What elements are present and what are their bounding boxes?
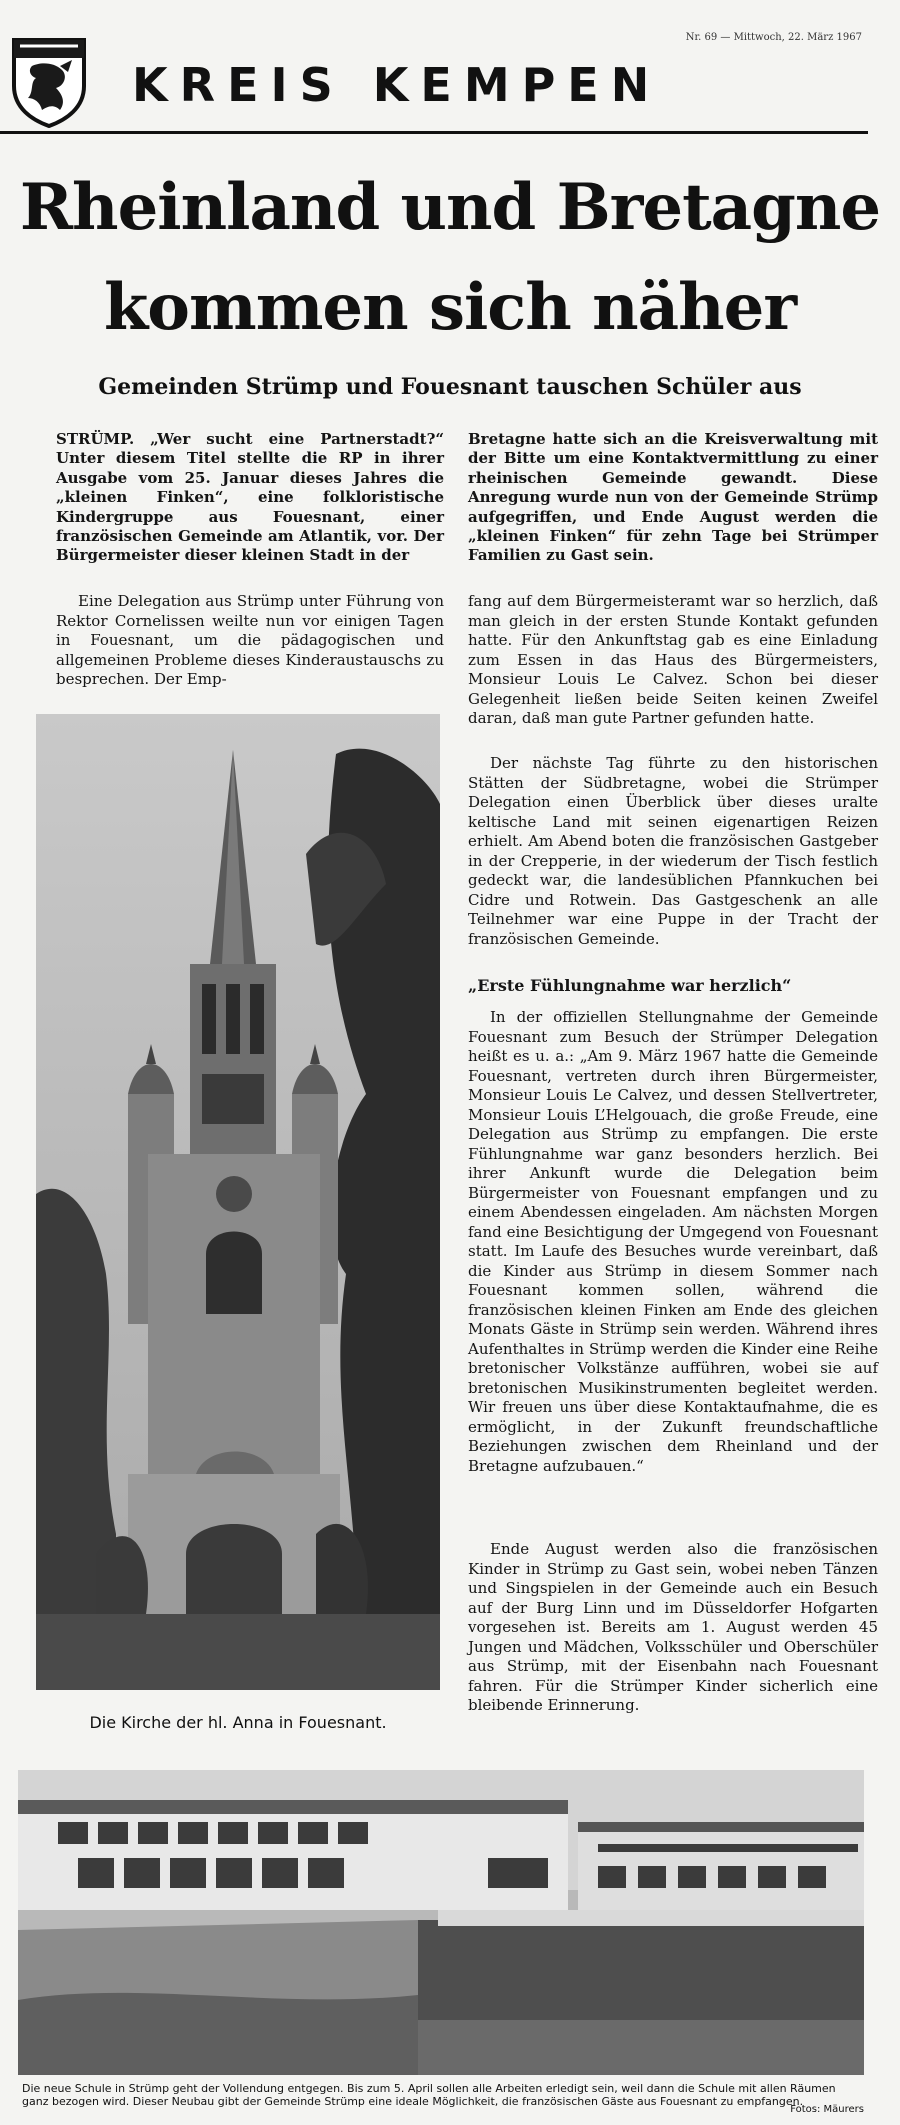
body-right-paragraph-1: fang auf dem Bürgermeisteramt war so herzlich, daß man gleich in der ersten Stunde Kontakt gefunden hatte. Für den Ankunftstag gab es eine Einladung zum Essen in das Haus des Bürgermeisters, Monsieur Louis Le Calvez. Schon bei dieser Gelegenheit ließen beide Seiten keinen Zweifel daran, daß man gute Partner gefunden hatte. xyxy=(468,592,878,727)
church-photo xyxy=(36,714,440,1690)
body-right-paragraph-2: Der nächste Tag führte zu den historischen Stätten der Südbretagne, wobei die Strümper Delegation einen Überblick über dieses uralte keltische Land mit seinen eigenartigen Reizen erhielt. Am Abend boten die französischen Gastgeber in der Crepperie, in der wiederum der Tisch festlich gedeckt war, die landesüblichen Pfannkuchen bei Cidre und Rotwein. Das Gastgeschenk an alle Teilnehmer war eine Puppe in der Tracht der französischen Gemeinde. xyxy=(468,754,878,948)
body-right-paragraph-4: Ende August werden also die französischen Kinder in Strümp zu Gast sein, wobei neben Tänzen und Singspielen in der Gemeinde auch ein Besuch auf der Burg Linn und im Düsseldorfer Hofgarten vorgesehen ist. Bereits am 1. August werden 45 Jungen und Mädchen, Volksschüler und Oberschüler aus Strümp, mit der Eisenbahn nach Fouesnant fahren. Für die Strümper Kinder sicherlich eine bleibende Erinnerung. xyxy=(468,1540,878,1714)
intro-left: STRÜMP. „Wer sucht eine Partnerstadt?“ Unter diesem Titel stellte die RP in ihrer Ausgabe vom 25. Januar dieses Jahres die „kleinen Finken“, eine folkloristische Kindergruppe aus Fouesnant, einer französischen Gemeinde am Atlantik, vor. Der Bürgermeister dieser kleinen Stadt in der xyxy=(56,430,444,565)
body-right-paragraph-3: In der offiziellen Stellungnahme der Gemeinde Fouesnant zum Besuch der Strümper Delegation heißt es u. a.: „Am 9. März 1967 hatte die Gemeinde Fouesnant, vertreten durch ihren Bürgermeister, Monsieur Louis Le Calvez, und dessen Stellvertreter, Monsieur Louis L’Helgouach, die große Freude, eine Delegation aus Strümp zu empfangen. Die erste Fühlungnahme war ganz besonders herzlich. Bei ihrer Ankunft wurde die Delegation beim Bürgermeister von Fouesnant empfangen und zu einem Abendessen eingeladen. Am nächsten Morgen fand eine Besichtigung der Umgegend von Fouesnant statt. Im Laufe des Besuches wurde vereinbart, daß die Kinder aus Strümp in diesem Sommer nach Fouesnant kommen sollen, während die französischen kleinen Finken am Ende des gleichen Monats Gäste in Strümp sein werden. Während ihres Aufenthaltes in Strümp werden die Kinder eine Reihe bretonischer Volkstänze aufführen, wobei sie auf bretonischen Musikinstrumenten begleitet werden. Wir freuen uns über diese Kontaktaufnahme, die es ermöglicht, in der Zukunft freundschaftliche Beziehungen zwischen dem Rheinland und der Bretagne aufzubauen.“ xyxy=(468,1008,878,1475)
photo-credit: Fotos: Mäurers xyxy=(790,2104,864,2115)
intro-right: Bretagne hatte sich an die Kreisverwaltung mit der Bitte um eine Kontaktvermittlung zu einer rheinischen Gemeinde gewandt. Diese Anregung wurde nun von der Gemeinde Strümp aufgegriffen, und Ende August werden die „kleinen Finken“ für zehn Tage bei Strümper Familien zu Gast sein. xyxy=(468,430,878,565)
body-left-paragraph: Eine Delegation aus Strümp unter Führung von Rektor Cornelissen weilte nun vor einigen Tagen in Fouesnant, um die pädagogischen und allgemeinen Probleme dieses Kinderaustauschs zu besprechen. Der Emp- xyxy=(56,592,444,688)
church-caption: Die Kirche der hl. Anna in Fouesnant. xyxy=(89,1713,387,1732)
issue-line: Nr. 69 — Mittwoch, 22. März 1967 xyxy=(685,32,862,43)
subheadline: Gemeinden Strümp und Fouesnant tauschen Schüler aus xyxy=(98,374,802,400)
headline-line-2: kommen sich näher xyxy=(103,270,797,345)
school-caption: Die neue Schule in Strümp geht der Vollendung entgegen. Bis zum 5. April sollen alle Arbeiten erledigt sein, weil dann die Schule mit allen Räumen ganz bezogen wird. Dieser Neubau gibt der Gemeinde Strümp eine ideale Möglichkeit, die französischen Gäste aus Fouesnant zu empfangen. xyxy=(22,2082,836,2108)
coat-of-arms-icon xyxy=(10,36,88,128)
header-rule xyxy=(0,131,868,134)
school-photo xyxy=(18,1770,864,2075)
section-title: KREIS KEMPEN xyxy=(132,58,662,112)
headline-line-1: Rheinland und Bretagne xyxy=(19,170,881,245)
intertitle: „Erste Fühlungnahme war herzlich“ xyxy=(468,976,792,995)
